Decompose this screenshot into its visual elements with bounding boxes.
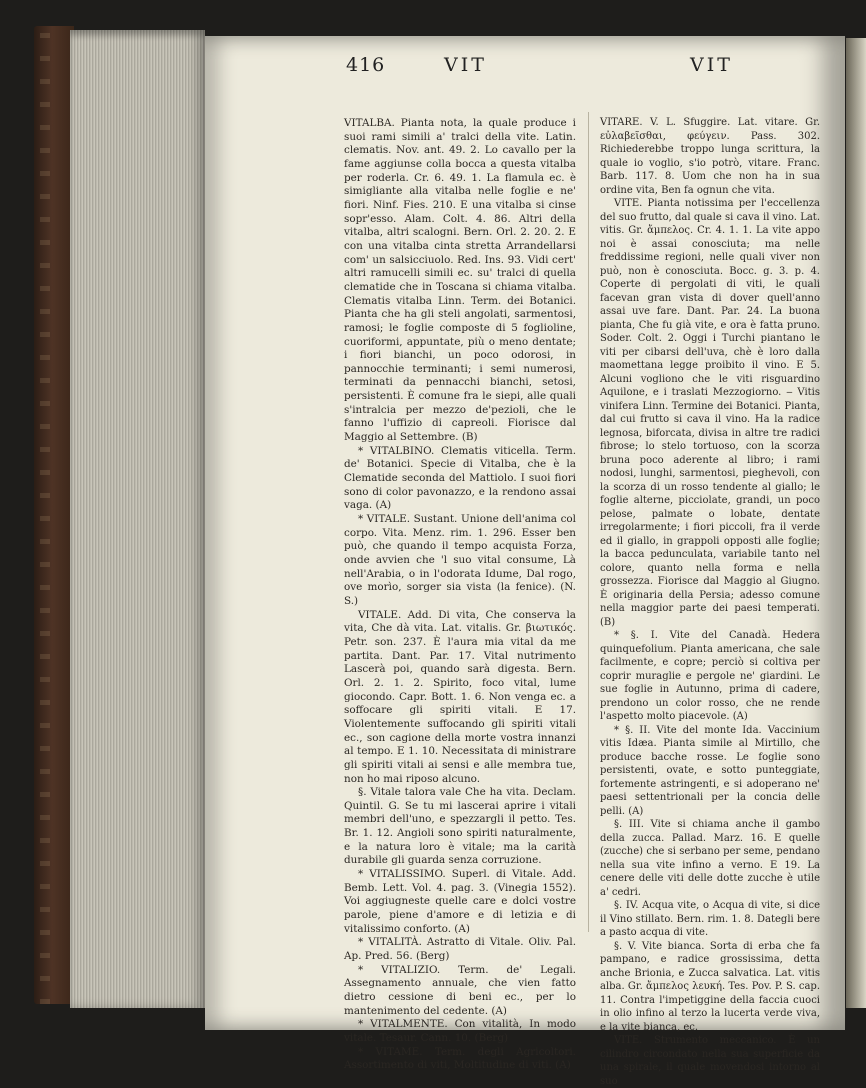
entry-vite-strumento: VITE. Strumento meccanico. È un cilindro circondato nella sua superficie da una spirale, il quale movendosi intorno al suo	[600, 1035, 820, 1087]
entry-vite-pianta: VITE. Pianta notissima per l'eccellenza del suo frutto, dal quale si cava il vino. Lat. vitis. Gr. ἄμπελος. Cr. 4. 1. 1. La vite appo noi è assai conosciuta; ma nelle freddissime regioni, nelle quali viver non può, non è conosciuta. Bocc. g. 3. p. 4. Coperte di pergolati di viti, le quali facevan gran vista di dover quell'anno assai uve fare. Dant. Par. 24. La buona pianta, Che fu già vite, e ora è fatta pruno. Soder. Colt. 2. Oggi i Turchi piantano le viti per cibarsi dell'uva, chè è loro dalla maomettana legge proibito il vino. E 5. Alcuni vogliono che le viti risguardino Aquilone, e i traslati Mezzogiorno. ‒ Vitis vinifera Linn. Termine dei Botanici. Pianta, dal cui frutto si cava il vino. Ha la radice legnosa, biforcata, divisa in altre tre radici fibrose; lo stelo tortuoso, con la scorza bruna poco aderente al libro; i rami nodosi, lunghi, sarmentosi, pieghevoli, con la scorza di un rosso tendente al giallo; le foglie alterne, picciolate, grandi, un poco pelose, palmate o lobate, dentate irregolarmente; i fiori piccoli, fra il verde ed il giallo, in grappoli opposti alle foglie; la bacca pedunculata, variabile tanto nel colore, quanto nella forma e nella grossezza. Fiorisce dal Maggio al Giugno. È originaria della Persia; adesso comune nella maggior parte dei paesi temperati. (B)	[600, 198, 820, 628]
left-column	[344, 117, 576, 1073]
page-number: 416	[346, 54, 386, 76]
facing-page-edge	[846, 38, 866, 1008]
entry-vite-bianca: §. V. Vite bianca. Sorta di erba che fa pampano, e radice grossissima, detta anche Brionia, e Zucca salvatica. Lat. vitis alba. Gr. ἄμπελος λευκή. Tes. Pov. P. S. cap. 11. Contra l'impetiggine della faccia cuoci in olio infino al terzo la lucerta verde viva, e la vite bianca, ec.	[600, 940, 820, 1033]
entry-vite-gambo-zucca: §. III. Vite si chiama anche il gambo della zucca. Pallad. Marz. 16. E quelle (zucche) che si serbano per seme, pendano nella sua vite infino a verno. E 19. La cenere delle viti delle dotte zucche è utile a' cedri.	[600, 819, 820, 898]
entry-vite-canada: * §. I. Vite del Canadà. Hedera quinquefolium. Pianta americana, che sale facilmente, e copre; perciò si coltiva per coprir muraglie e pergole ne' giardini. Le sue foglie in Autunno, prima di cadere, prendono un color rosso, che ne rende l'aspetto molto piacevole. (A)	[600, 630, 820, 722]
entry-vitalmente: * VITALMENTE. Con vitalità, In modo vitale. Tesaur. Cann. 10. (Berg)	[344, 1018, 576, 1044]
entry-vitalizio: * VITALIZIO. Term. de' Legali. Assegnamento annuale, che vien fatto dietro cessione di beni ec., per lo mantenimento del cedente. (A)	[344, 963, 576, 1017]
entry-vitale-paragrafo: §. Vitale talora vale Che ha vita. Declam. Quintil. G. Se tu mi lascerai aprire i vitali membri dell'uno, e spezzargli il petto. Tes. Br. 1. 12. Angioli sono spiriti naturalmente, e la natura loro è vitale; ma la carità durabile gli guarda senza corruzione.	[344, 786, 576, 867]
entry-vitale-aggettivo: VITALE. Add. Di vita, Che conserva la vita, Che dà vita. Lat. vitalis. Gr. βιωτικός. Petr. son. 237. È l'aura mia vital da me partita. Dant. Par. 17. Vital nutrimento Lascerà poi, quando sarà digesta. Bern. Orl. 2. 1. 2. Spirito, foco vital, lume giocondo. Capr. Bott. 1. 6. Non venga ec. a soffocare gli spiriti vitali. E 17. Violentemente suffocando gli spiriti vitali ec., son cagione della morte vostra innanzi al tempo. E 1. 10. Necessitata di ministrare gli spiriti vitali ai sensi e alle membra tue, non ho mai riposo alcuno.	[344, 608, 576, 785]
entry-vitalissimo: * VITALISSIMO. Superl. di Vitale. Add. Bemb. Lett. Vol. 4. pag. 3. (Vinegia 1552). Voi aggiugneste quelle care e dolci vostre parole, piene d'amore e di letizia e di vitalissimo conforto. (A)	[344, 868, 576, 935]
entry-vitalba: VITALBA. Pianta nota, la quale produce i suoi rami simili a' tralci della vite. Latin. clematis. Nov. ant. 49. 2. Lo cavallo per la fame aggiunse colla bocca a questa vitalba per roderla. Cr. 6. 49. 1. La flamula ec. è simigliante alla vitalba nelle foglie e ne' fiori. Ninf. Fies. 210. E una vitalba si cinse sopr'esso. Alam. Colt. 4. 86. Altri della vitalba, altri scalogni. Bern. Orl. 2. 20. 2. E con una vitalba cinta stretta Arrandellarsi com' un salsicciuolo. Red. Ins. 93. Vidi cert' altri ramucelli simili ec. su' tralci di quella clematide che in Toscana si chiama vitalba. Clematis vitalba Linn. Term. dei Botanici. Pianta che ha gli steli angolati, sarmentosi, ramosi; le foglie composte di 5 foglioline, cuoriformi, appuntate, più o meno dentate; i fiori bianchi, un poco odorosi, in pannocchie terminanti; i semi numerosi, terminati da pennacchi bianchi, setosi, persistenti. È comune fra le siepi, alle quali s'intralcia per mezzo de'pezioli, che le fanno l'uffizio di capreoli. Fiorisce dal Maggio al Settembre. (B)	[344, 117, 576, 444]
entry-vitalita: * VITALITÀ. Astratto di Vitale. Oliv. Pal. Ap. Pred. 56. (Berg)	[344, 936, 576, 963]
entry-vitale-sustantivo: * VITALE. Sustant. Unione dell'anima col corpo. Vita. Menz. rim. 1. 296. Esser ben può, che quando il tempo acquista Forza, onde avvien che 'l suo vital consume, Là nell'Arabia, o in l'odorata Idume, Dal rogo, ove morìo, sorger sia vista (la fenice). (N. S.)	[344, 513, 576, 607]
running-header-left: VIT	[444, 54, 487, 76]
running-header-right: VIT	[690, 54, 733, 76]
book-cover-spine	[34, 26, 74, 1004]
entry-vitare: VITARE. V. L. Sfuggire. Lat. vitare. Gr. εὐλαβεῖσθαι, φεύγειν. Pass. 302. Richiederebbe troppo lunga scrittura, la quale io voglio, s'io potrò, vitare. Franc. Barb. 117. 8. Uom che non ha in sua ordine vita, Ben fa ognun che vita.	[600, 117, 820, 196]
right-column	[600, 116, 820, 1088]
entry-acqua-vite: §. IV. Acqua vite, o Acqua di vite, si dice il Vino stillato. Bern. rim. 1. 8. Dategli bere a pasto acqua di vite.	[600, 900, 820, 938]
entry-vite-monte-ida: * §. II. Vite del monte Ida. Vaccinium vitis Idæa. Pianta simile al Mirtillo, che produce bacche rosse. Le foglie sono persistenti, ovate, e sotto punteggiate, fortemente astringenti, e si adoperano ne' paesi settentrionali per la concia delle pelli. (A)	[600, 724, 820, 817]
entry-vitalbino: * VITALBINO. Clematis viticella. Term. de' Botanici. Specie di Vitalba, che è la Clematide seconda del Mattiolo. I suoi fiori sono di color pavonazzo, e la rendono assai vaga. (A)	[344, 444, 576, 512]
page-edges	[70, 30, 205, 1008]
column-divider	[588, 112, 589, 932]
entry-vitame: * VITAME. Term. degli Agricoltori. Assortimento di viti, Moltitudine di viti. (A)	[344, 1045, 576, 1072]
